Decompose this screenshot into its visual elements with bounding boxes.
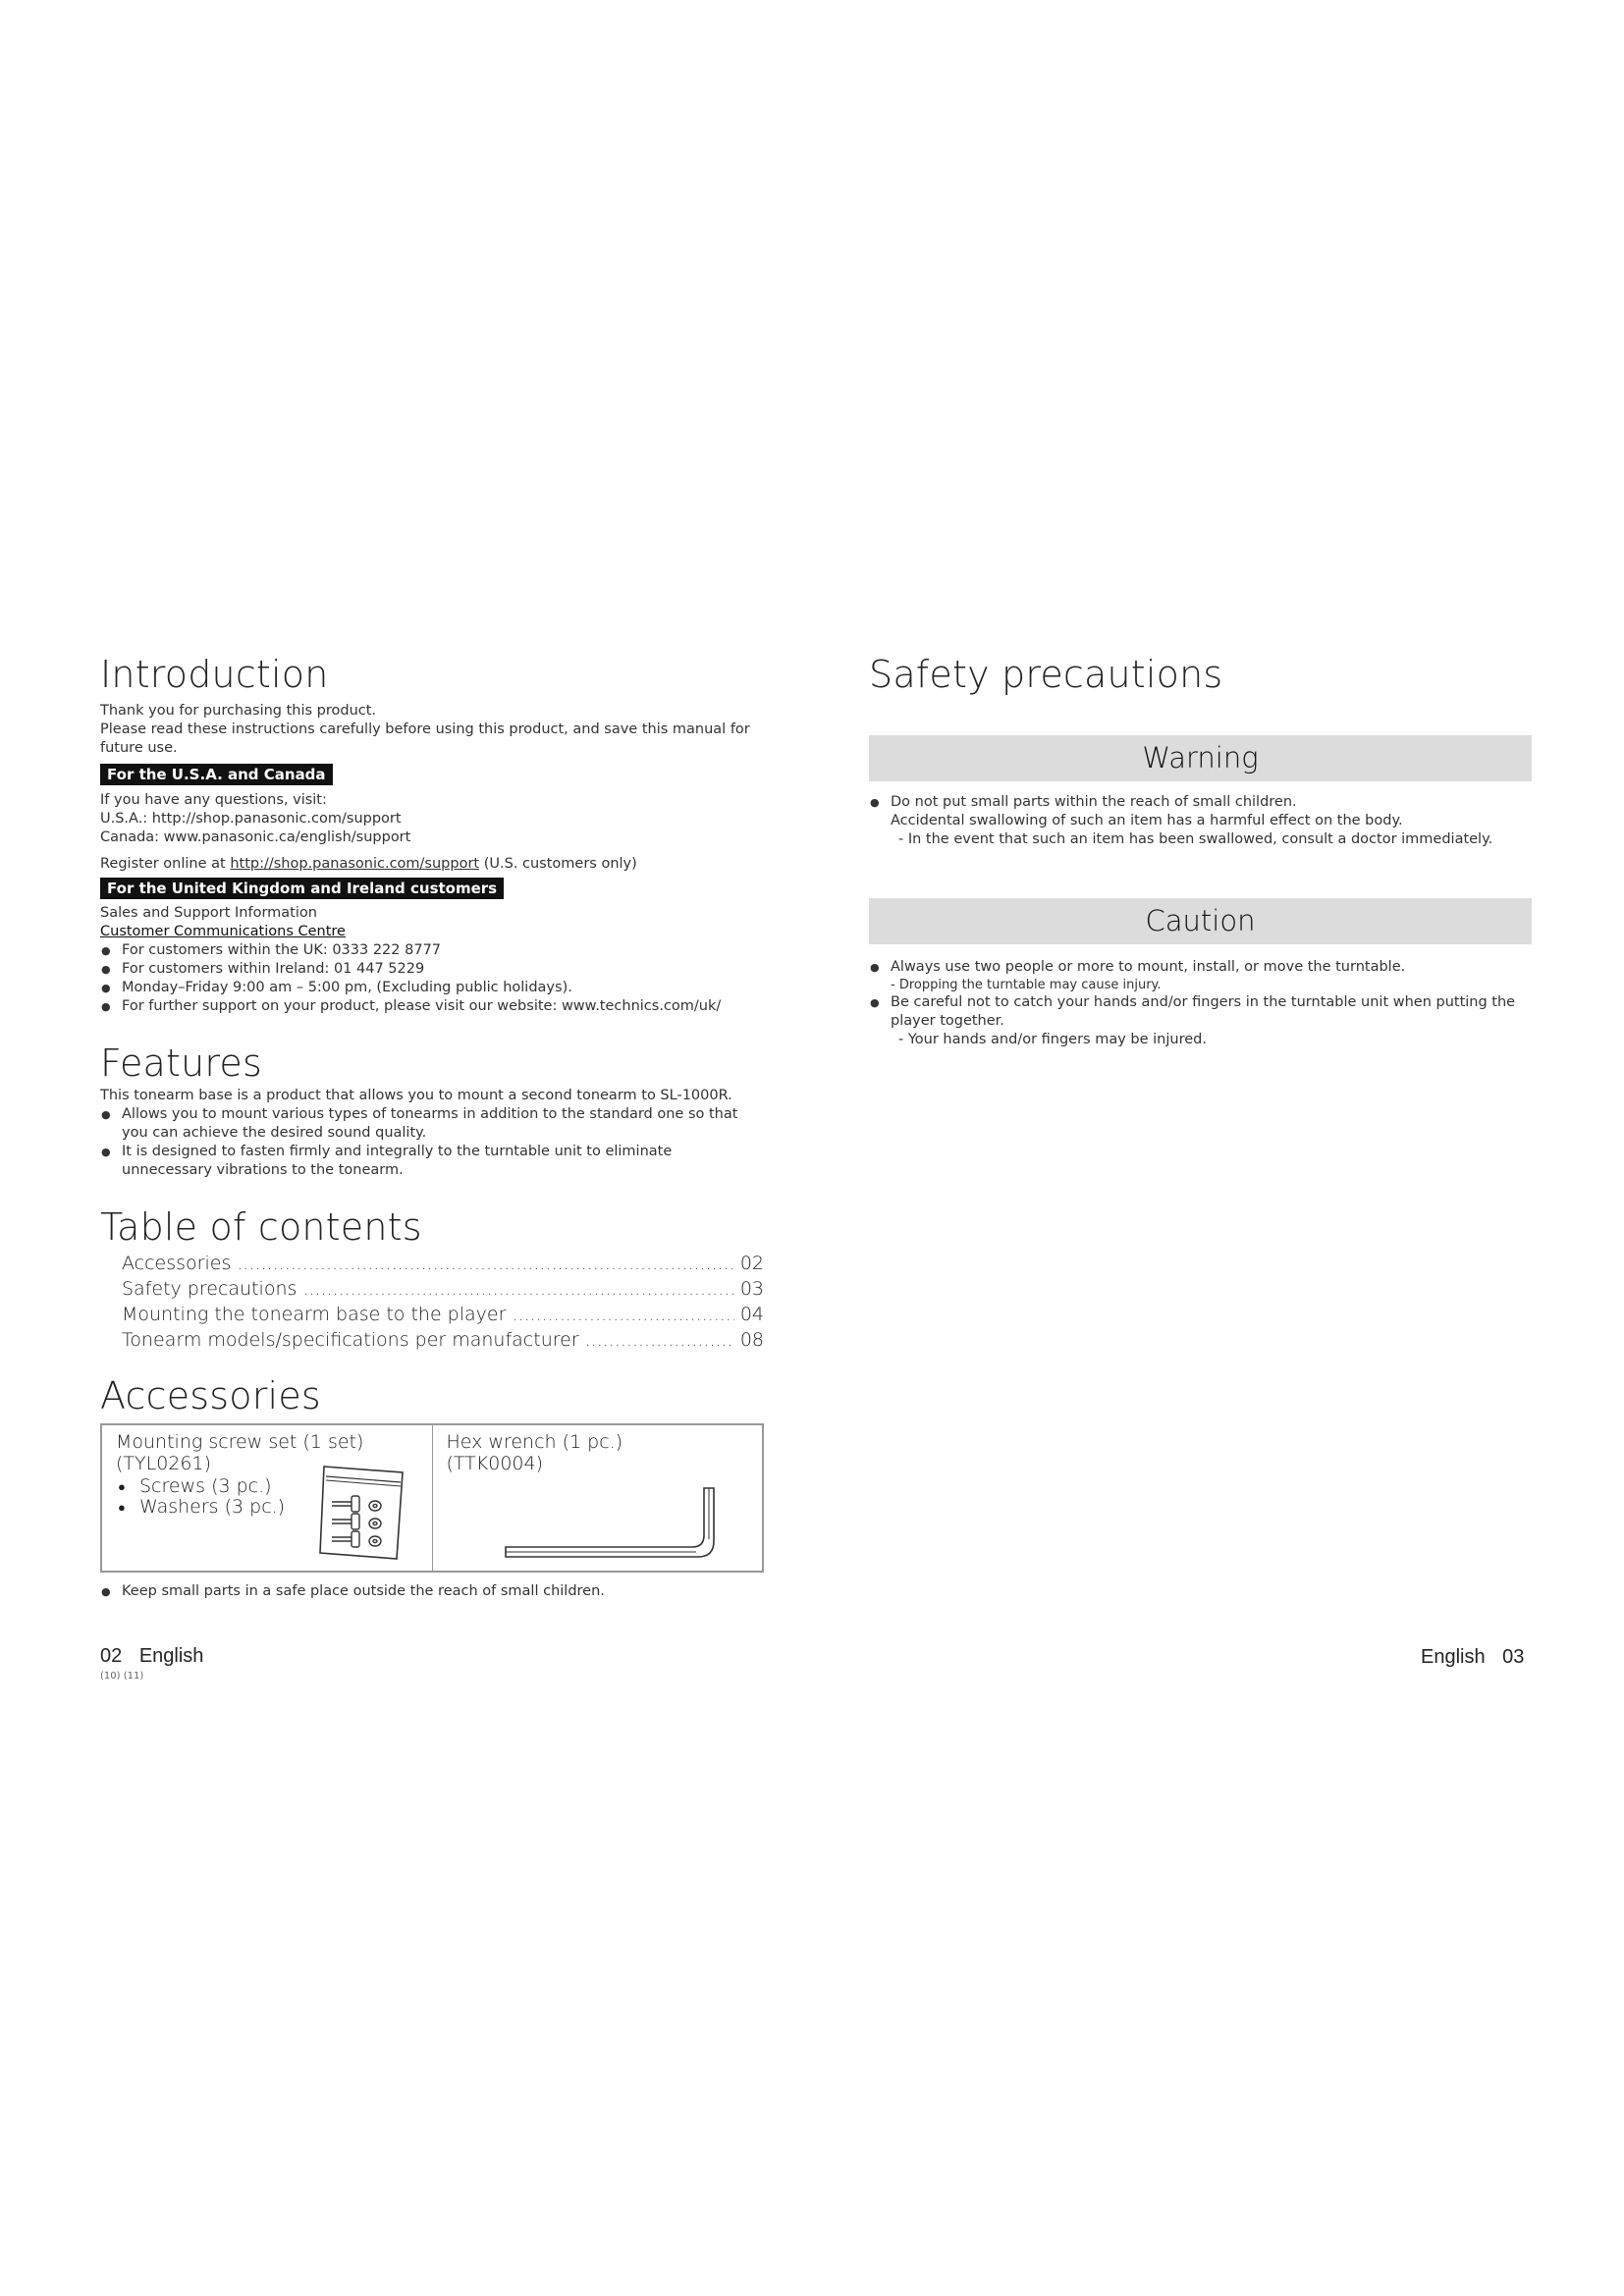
list-item: ● Screws (3 pc.) [116, 1476, 418, 1497]
list-item: ● For further support on your product, please visit our website: www.technics.com/uk/ [100, 997, 764, 1016]
features-list [100, 1105, 764, 1180]
left-page-language: English [138, 1645, 204, 1667]
list-item: ● It is designed to fasten firmly and integrally to the turntable unit to eliminate unnecessary vibrations to the tonearm. [100, 1143, 764, 1180]
register-link[interactable]: http://shop.panasonic.com/support [230, 856, 480, 872]
introduction-heading: Introduction [100, 653, 329, 696]
usa-support-url: U.S.A.: http://shop.panasonic.com/support [100, 811, 402, 827]
screw-bag-icon [318, 1463, 408, 1563]
right-column [869, 653, 1532, 1049]
usa-canada-label: For the U.S.A. and Canada [100, 764, 333, 785]
left-page-footer [100, 1645, 203, 1668]
caution-text-1: ● Always use two people or more to mount, install, or move the turntable. [891, 959, 1406, 975]
list-item [869, 993, 1532, 1049]
warning-text: ● Do not put small parts within the reach of small children. [891, 794, 1297, 810]
intro-thanks: Thank you for purchasing this product. [100, 703, 377, 719]
toc-item-safety-precautions[interactable]: Safety precautions ..... 03 [122, 1276, 764, 1302]
caution-text-2: ● Be careful not to catch your hands and/or fingers in the turntable unit when putting the player together. [891, 994, 1516, 1029]
register-line [100, 855, 764, 874]
list-item: ● Keep small parts in a safe place outside the reach of small children. [100, 1582, 764, 1601]
warning-band: Warning [869, 735, 1532, 781]
left-column [100, 653, 764, 1601]
uk-ireland-label: For the United Kingdom and Ireland customers [100, 878, 504, 899]
accessory-hex-wrench [432, 1425, 763, 1571]
right-page-footer [1421, 1646, 1524, 1669]
toc-item-accessories[interactable]: Accessories ..... 02 [122, 1251, 764, 1276]
toc-list [122, 1251, 764, 1353]
sales-support-info: Sales and Support Information [100, 905, 317, 921]
accessories-note [100, 1582, 764, 1601]
caution-sub-1: - Dropping the turntable may cause injury. [891, 978, 1162, 992]
list-item: ● Monday–Friday 9:00 am – 5:00 pm, (Excluding public holidays). [100, 979, 764, 997]
intro-read-instructions: Please read these instructions carefully before using this product, and save this manual for future use. [100, 721, 750, 756]
caution-band: Caution [869, 898, 1532, 944]
hex-wrench-icon [502, 1484, 718, 1563]
customer-communications-centre: Customer Communications Centre [100, 924, 346, 939]
toc-heading: Table of contents [100, 1205, 422, 1249]
list-item: ● Washers (3 pc.) [116, 1497, 418, 1518]
warning-list [869, 793, 1532, 849]
warning-sub: - In the event that such an item has been swallowed, consult a doctor immediately. [898, 831, 1493, 847]
register-suffix: (U.S. customers only) [479, 856, 637, 872]
accessory-screw-set [102, 1425, 432, 1571]
caution-sub-2: - Your hands and/or fingers may be injured. [898, 1032, 1207, 1047]
screw-set-code: (TYL0261) [116, 1453, 211, 1474]
left-page-number: 02 [100, 1645, 123, 1667]
right-page-number: 03 [1502, 1646, 1525, 1668]
canada-support-url: Canada: www.panasonic.ca/english/support [100, 829, 411, 845]
caution-list [869, 958, 1532, 1049]
right-page-language: English [1421, 1646, 1486, 1668]
uk-contact-list [100, 941, 764, 1016]
hex-wrench-title: Hex wrench (1 pc.) [446, 1431, 623, 1453]
safety-heading: Safety precautions [869, 653, 1223, 696]
hex-wrench-code: (TTK0004) [446, 1453, 544, 1474]
register-prefix: Register online at [100, 856, 231, 872]
accessories-table [100, 1423, 764, 1573]
screw-set-title: Mounting screw set (1 set) [116, 1431, 364, 1453]
toc-item-tonearm-models[interactable]: Tonearm models/specifications per manufacturer ..... 08 [122, 1327, 764, 1353]
file-reference: (10) (11) [100, 1671, 144, 1682]
list-item: ● For customers within Ireland: 01 447 5229 [100, 960, 764, 979]
questions-text: If you have any questions, visit: [100, 792, 327, 808]
list-item: ● Allows you to mount various types of tonearms in addition to the standard one so that you can achieve the desired sound quality. [100, 1105, 764, 1143]
features-text: This tonearm base is a product that allows you to mount a second tonearm to SL-1000R. [100, 1088, 732, 1103]
accessories-heading: Accessories [100, 1374, 321, 1417]
list-item [869, 793, 1532, 849]
features-heading: Features [100, 1041, 262, 1085]
list-item [869, 958, 1532, 993]
warning-text-2: Accidental swallowing of such an item has a harmful effect on the body. [891, 813, 1403, 828]
list-item: ● For customers within the UK: 0333 222 8777 [100, 941, 764, 960]
toc-item-mounting[interactable]: Mounting the tonearm base to the player ..... 04 [122, 1302, 764, 1327]
